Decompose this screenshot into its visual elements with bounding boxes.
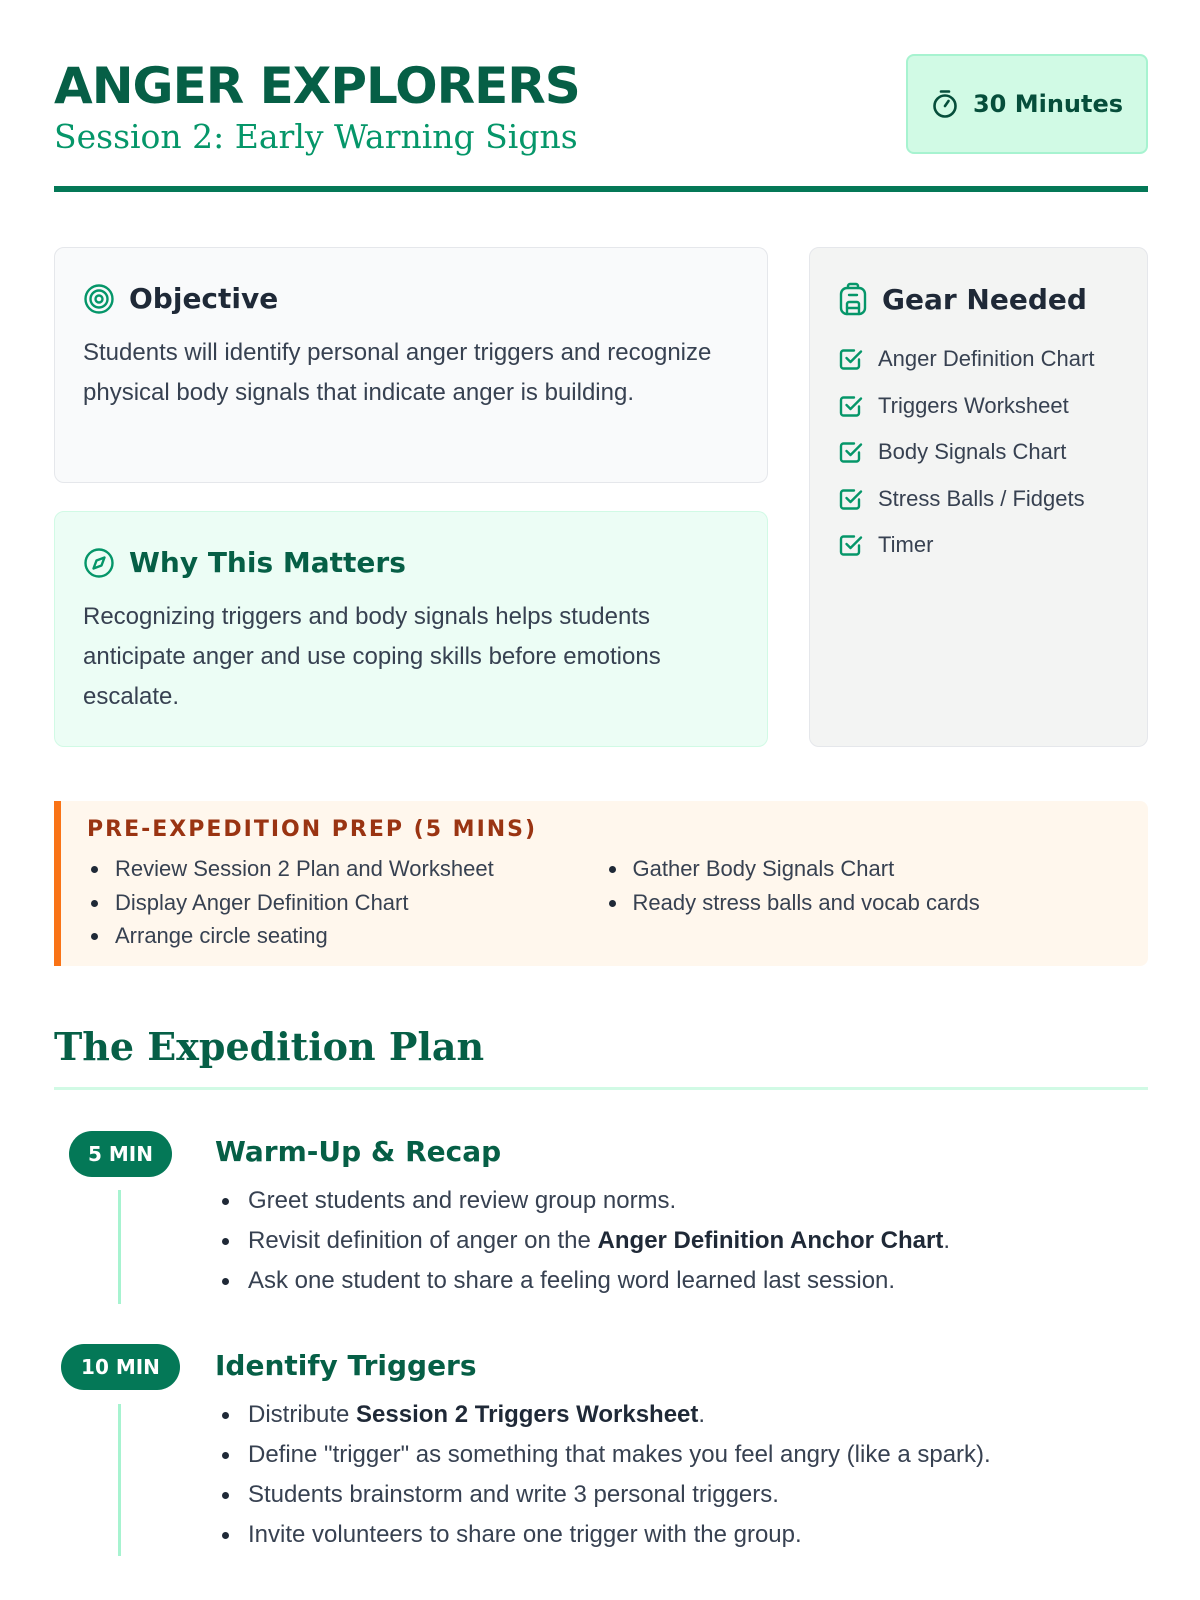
target-icon (83, 283, 115, 315)
prep-columns (87, 852, 1122, 953)
gear-title: Gear Needed (882, 282, 1087, 316)
step-list (215, 1395, 1145, 1555)
step-item: Distribute Session 2 Triggers Worksheet. (215, 1395, 1145, 1435)
session-subtitle: Session 2: Early Warning Signs (54, 117, 578, 156)
checkbox-checked-icon (838, 346, 864, 372)
prep-item: Gather Body Signals Chart (605, 852, 1123, 886)
gear-item (838, 429, 1119, 476)
objective-heading (83, 282, 739, 315)
lesson-page (54, 0, 1148, 1600)
stopwatch-icon (931, 89, 959, 119)
compass-icon (83, 547, 115, 579)
duration-badge (906, 54, 1148, 154)
page-title: ANGER EXPLORERS (54, 57, 580, 115)
prep-box (54, 801, 1148, 966)
prep-item: Review Session 2 Plan and Worksheet (87, 852, 605, 886)
backpack-icon (838, 282, 868, 316)
step-timeline-line (118, 1404, 121, 1556)
gear-item-label: Timer (878, 532, 934, 558)
gear-item-label: Triggers Worksheet (878, 392, 1069, 418)
gear-item-label: Body Signals Chart (878, 439, 1067, 465)
gear-item-label: Anger Definition Chart (878, 346, 1095, 372)
step-item: Ask one student to share a feeling word learned last session. (215, 1261, 1145, 1301)
objective-card (54, 247, 768, 483)
why-card (54, 511, 768, 747)
checkbox-checked-icon (838, 486, 864, 512)
header (54, 54, 1148, 194)
gear-item-label: Stress Balls / Fidgets (878, 485, 1085, 511)
plan-heading: The Expedition Plan (54, 1024, 485, 1069)
step-item: Revisit definition of anger on the Anger Definition Anchor Chart. (215, 1221, 1145, 1261)
why-text: Recognizing triggers and body signals helps students anticipate anger and use coping skills before emotions escalate. (83, 603, 661, 710)
gear-heading (838, 282, 1119, 316)
header-divider (54, 186, 1148, 192)
step-title: Warm-Up & Recap (215, 1135, 502, 1168)
prep-list-left (87, 852, 605, 953)
checkbox-checked-icon (838, 439, 864, 465)
step-duration-pill: 5 MIN (69, 1131, 172, 1177)
prep-title: PRE-EXPEDITION PREP (5 MINS) (87, 817, 538, 842)
prep-list-right (605, 852, 1123, 953)
prep-item: Ready stress balls and vocab cards (605, 886, 1123, 920)
gear-item (838, 383, 1119, 430)
duration-label: 30 Minutes (972, 90, 1124, 118)
prep-item: Arrange circle seating (87, 919, 605, 953)
gear-list (838, 336, 1119, 569)
step-duration-pill: 10 MIN (61, 1344, 180, 1390)
prep-item: Display Anger Definition Chart (87, 886, 605, 920)
why-heading (83, 546, 739, 579)
step-timeline-line (118, 1190, 121, 1304)
step-title: Identify Triggers (215, 1349, 477, 1382)
objective-title: Objective (129, 282, 279, 315)
gear-card (809, 247, 1148, 747)
checkbox-checked-icon (838, 532, 864, 558)
step-item: Invite volunteers to share one trigger with the group. (215, 1515, 1145, 1555)
checkbox-checked-icon (838, 393, 864, 419)
objective-text: Students will identify personal anger triggers and recognize physical body signals that indicate anger is building. (83, 339, 712, 406)
step-item: Students brainstorm and write 3 personal triggers. (215, 1475, 1145, 1515)
why-title: Why This Matters (129, 546, 406, 579)
step-list (215, 1181, 1145, 1301)
plan-divider (54, 1087, 1148, 1090)
gear-item (838, 476, 1119, 523)
gear-item (838, 336, 1119, 383)
step-item: Greet students and review group norms. (215, 1181, 1145, 1221)
gear-item (838, 522, 1119, 569)
step-item: Define "trigger" as something that makes you feel angry (like a spark). (215, 1435, 1145, 1475)
